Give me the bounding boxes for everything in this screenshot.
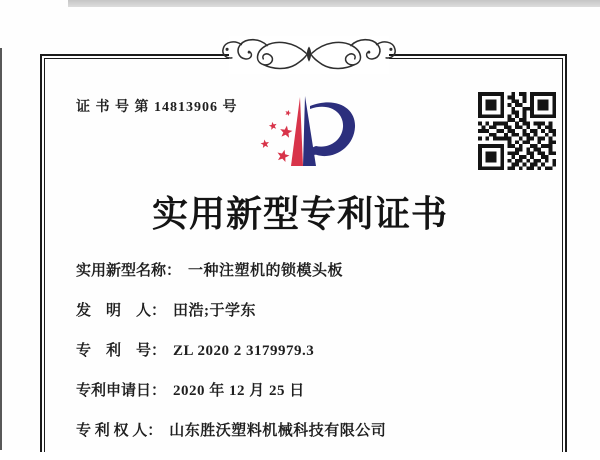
top-ornament-icon — [213, 36, 405, 76]
certificate-title: 实用新型专利证书 — [151, 194, 448, 234]
field-row-patent-number — [76, 340, 550, 362]
logo-stars — [260, 109, 293, 163]
certificate-number: 证 书 号 第 14813906 号 — [76, 100, 238, 115]
field-row-inventor — [76, 300, 550, 322]
cnipa-logo-icon — [256, 93, 361, 171]
field-label: 实用新型名称： — [76, 263, 182, 279]
field-label: 专 利 权 人： — [76, 423, 163, 439]
field-label: 专 利 号： — [76, 343, 167, 359]
field-row-utility-model-name — [76, 260, 550, 282]
field-value: 田浩;于学东 — [173, 303, 257, 319]
logo-red-wedge — [291, 97, 303, 166]
field-value: 2020 年 12 月 25 日 — [173, 383, 305, 399]
qr-code — [478, 92, 556, 170]
scan-artifact-left-edge — [0, 48, 2, 450]
field-row-patentee — [76, 420, 550, 442]
field-value: 山东胜沃塑料机械科技有限公司 — [169, 423, 387, 439]
logo-navy-p-bowl — [307, 102, 355, 161]
field-row-filing-date — [76, 380, 550, 402]
certificate-fields — [76, 260, 550, 460]
field-label: 发 明 人： — [76, 303, 167, 319]
field-value: 一种注塑机的锁模头板 — [188, 263, 344, 279]
field-label: 专利申请日： — [76, 383, 167, 399]
field-value: ZL 2020 2 3179979.3 — [173, 343, 315, 359]
scan-artifact-top — [68, 0, 600, 7]
